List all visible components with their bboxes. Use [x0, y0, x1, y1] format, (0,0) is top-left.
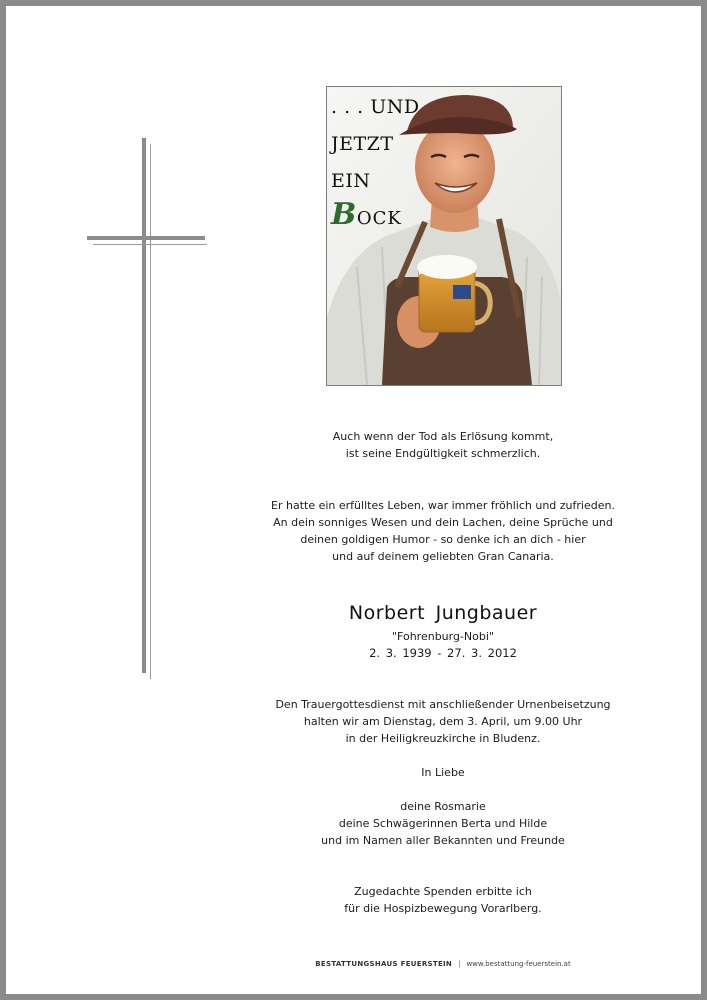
caption-initial: B: [331, 197, 357, 232]
service-line-2: halten wir am Dienstag, dem 3. April, um 9.00 Uhr: [303, 715, 583, 728]
life-dates: 2. 3. 1939 - 27. 3. 2012: [369, 646, 517, 660]
tribute-line-3: deinen goldigen Humor - so denke ich an dich - hier: [300, 533, 586, 546]
quote-text: [200, 428, 686, 462]
caption-line-3: EIN: [331, 170, 371, 192]
footer-website-link[interactable]: www.bestattung-feuerstein.at: [466, 960, 571, 968]
donations-text: [200, 883, 686, 917]
service-line-1: Den Trauergottesdienst mit anschließender Urnenbeisetzung: [275, 698, 611, 711]
deceased-name: Norbert Jungbauer: [348, 602, 538, 624]
portrait-photo: [326, 86, 562, 386]
donations-line-2: für die Hospizbewegung Vorarlberg.: [344, 902, 542, 915]
quote-line-2: ist seine Endgültigkeit schmerzlich.: [345, 447, 541, 460]
caption-line-2: JETZT: [331, 133, 394, 155]
photo-caption: [331, 89, 420, 237]
caption-rest: OCK: [356, 208, 402, 229]
mourners-text: [200, 798, 686, 849]
tribute-text: [200, 497, 686, 565]
donations-line-1: Zugedachte Spenden erbitte ich: [354, 885, 532, 898]
mourners-line-1: deine Rosmarie: [400, 800, 486, 813]
quote-line-1: Auch wenn der Tod als Erlösung kommt,: [332, 430, 554, 443]
caption-line-1: . . . UND: [331, 96, 420, 118]
deceased-nickname: "Fohrenburg-Nobi": [391, 630, 494, 643]
mourners-line-2: deine Schwägerinnen Berta und Hilde: [338, 817, 548, 830]
tribute-line-4: und auf deinem geliebten Gran Canaria.: [332, 550, 554, 563]
service-line-3: in der Heiligkreuzkirche in Bludenz.: [345, 732, 541, 745]
footer-separator: |: [458, 960, 461, 968]
tribute-line-2: An dein sonniges Wesen und dein Lachen, deine Sprüche und: [273, 516, 613, 529]
mourners-line-3: und im Namen aller Bekannten und Freunde: [321, 834, 565, 847]
caption-line-4: [331, 197, 420, 237]
footer-brand: BESTATTUNGSHAUS FEUERSTEIN: [315, 960, 453, 968]
in-love-line: In Liebe: [421, 766, 465, 779]
service-text: [200, 696, 686, 747]
footer: [200, 960, 686, 968]
in-love-text: [200, 764, 686, 781]
tribute-line-1: Er hatte ein erfülltes Leben, war immer fröhlich und zufrieden.: [271, 499, 615, 512]
